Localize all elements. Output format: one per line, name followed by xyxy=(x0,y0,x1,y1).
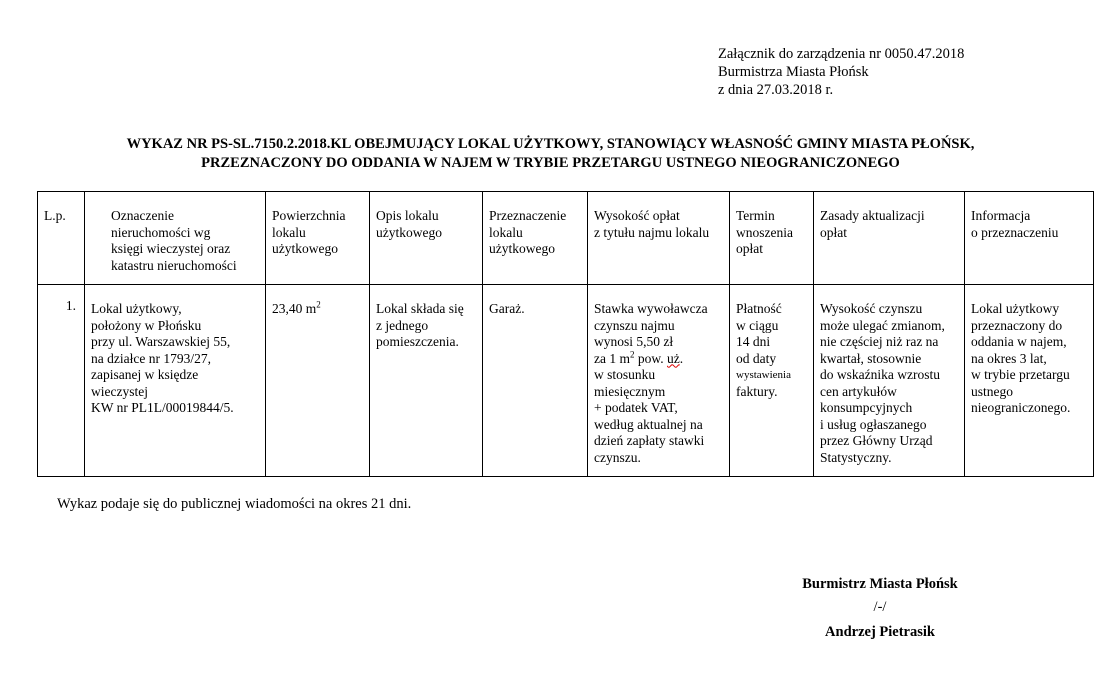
area-number: 23,40 m xyxy=(272,301,317,316)
text-line: KW nr PL1L/00019844/5. xyxy=(91,400,234,415)
text-line: użytkowego xyxy=(489,241,555,256)
text-line: opłat xyxy=(820,224,847,240)
term-line: Płatność xyxy=(736,301,782,316)
header-lp xyxy=(38,192,85,285)
fee-rate-abbr: uż xyxy=(667,350,680,366)
term-line: wystawienia xyxy=(736,369,791,381)
text-line: przy ul. Warszawskiej 55, xyxy=(91,334,231,349)
text-line: o przeznaczeniu xyxy=(971,224,1059,240)
text-line: zapisanej w księdze xyxy=(91,367,199,382)
header-text xyxy=(38,192,84,225)
property-table xyxy=(37,191,1094,477)
area-unit-exponent: 2 xyxy=(316,299,321,310)
text-line: przeznaczony do xyxy=(971,317,1063,333)
text-line: na okres 3 lat, xyxy=(971,350,1047,366)
text-line: cen artykułów xyxy=(820,383,897,399)
text-line: z jednego xyxy=(376,317,429,333)
document-title xyxy=(0,135,1101,173)
area-value xyxy=(266,285,369,318)
term-line: faktury. xyxy=(736,383,778,399)
table-row xyxy=(38,285,1094,477)
publication-note: Wykaz podaje się do publicznej wiadomości na okres 21 dni. xyxy=(57,496,412,512)
header-informacja xyxy=(965,192,1094,285)
text-line: w trybie przetargu xyxy=(971,367,1070,382)
text-line: oddania w najem, xyxy=(971,334,1067,349)
fee-line: dzień zapłaty stawki xyxy=(594,433,705,448)
signature-mark: /-/ xyxy=(873,599,887,615)
header-text xyxy=(814,192,964,241)
premises-purpose xyxy=(483,285,587,318)
fee-line: wynosi 5,50 zł xyxy=(594,334,674,349)
cell-zasady xyxy=(814,285,965,477)
header-text xyxy=(965,192,1093,241)
header-text xyxy=(588,192,729,241)
header-text xyxy=(85,192,265,274)
text-line: księgi wieczystej oraz xyxy=(111,241,231,256)
fee-line: w stosunku xyxy=(594,367,656,382)
header-text xyxy=(730,192,813,258)
annex-line: z dnia 27.03.2018 r. xyxy=(718,82,834,98)
text-line: Zasady aktualizacji xyxy=(820,208,925,223)
fee-unit-exponent: 2 xyxy=(630,349,635,359)
header-text xyxy=(370,192,482,241)
signature-block xyxy=(780,576,980,641)
text-line: Lokal składa się xyxy=(376,301,464,316)
header-powierzchnia xyxy=(266,192,370,285)
text-line: konsumpcyjnych xyxy=(820,400,913,415)
text-line: opłat xyxy=(736,241,763,256)
text-line: na działce nr 1793/27, xyxy=(91,350,211,366)
header-opis xyxy=(370,192,483,285)
header-termin xyxy=(730,192,814,285)
signatory-name: Andrzej Pietrasik xyxy=(825,624,935,640)
header-oznaczenie xyxy=(85,192,266,285)
text-line: użytkowego xyxy=(376,224,442,240)
payment-term xyxy=(730,285,813,400)
table-header-row xyxy=(38,192,1094,285)
text-line: do wskaźnika wzrostu xyxy=(820,367,940,382)
text-line: Opis lokalu xyxy=(376,208,439,223)
fee-line xyxy=(594,351,723,368)
text-line: nieruchomości wg xyxy=(111,224,211,240)
cell-lp xyxy=(38,285,85,477)
text-line: katastru nieruchomości xyxy=(111,257,237,273)
header-zasady xyxy=(814,192,965,285)
premises-description xyxy=(370,285,482,351)
rent-fees xyxy=(588,285,729,466)
fee-line: czynszu najmu xyxy=(594,317,675,333)
header-oplaty xyxy=(588,192,730,285)
text-line: wnoszenia xyxy=(736,224,793,240)
text-line: Powierzchnia xyxy=(272,208,346,223)
text-line: lokalu xyxy=(272,224,306,240)
update-rules xyxy=(814,285,964,466)
text-line: użytkowego xyxy=(272,241,338,256)
title-line: WYKAZ NR PS-SL.7150.2.2018.KL OBEJMUJĄCY LOKAL UŻYTKOWY, STANOWIĄCY WŁASNOŚĆ GMINY MIASTA PŁOŃSK, xyxy=(126,136,975,152)
fee-rate-unit: za 1 m xyxy=(594,350,630,366)
text-line: nie częściej niż raz na xyxy=(820,334,939,349)
text-line: Wysokość opłat xyxy=(594,208,680,223)
text-line: położony w Płońsku xyxy=(91,317,202,333)
annex-reference xyxy=(718,45,964,99)
text-line: lokalu xyxy=(489,224,523,240)
text-line: L.p. xyxy=(44,208,66,223)
header-text xyxy=(483,192,587,258)
fee-line: Stawka wywoławcza xyxy=(594,301,708,316)
text-line: Garaż. xyxy=(489,301,525,316)
fee-line: czynszu. xyxy=(594,449,641,465)
fee-line: miesięcznym xyxy=(594,383,666,399)
cell-termin xyxy=(730,285,814,477)
text-line: Lokal użytkowy, xyxy=(91,301,182,316)
purpose-information xyxy=(965,285,1093,417)
term-line: 14 dni xyxy=(736,334,771,349)
term-line: w ciągu xyxy=(736,317,779,333)
cell-powierzchnia xyxy=(266,285,370,477)
cell-informacja xyxy=(965,285,1094,477)
cell-oplaty xyxy=(588,285,730,477)
annex-line: Burmistrza Miasta Płońsk xyxy=(718,64,869,80)
property-designation xyxy=(85,285,265,417)
text-line: Oznaczenie xyxy=(111,208,174,223)
fee-line: + podatek VAT, xyxy=(594,400,678,415)
fee-rate-mid: pow. xyxy=(634,350,667,366)
fee-line: według aktualnej na xyxy=(594,416,703,432)
fee-rate-end: . xyxy=(679,350,684,366)
row-number: 1. xyxy=(65,298,76,313)
text-line: Lokal użytkowy xyxy=(971,301,1060,316)
text-line: kwartał, stosownie xyxy=(820,350,922,366)
header-text xyxy=(266,192,369,258)
text-line: nieograniczonego. xyxy=(971,400,1071,415)
cell-oznaczenie xyxy=(85,285,266,477)
text-line: Informacja xyxy=(971,208,1031,223)
text-line: Wysokość czynszu xyxy=(820,301,923,316)
text-line: Przeznaczenie xyxy=(489,208,567,223)
text-line: z tytułu najmu lokalu xyxy=(594,224,710,240)
text-line: może ulegać zmianom, xyxy=(820,317,945,333)
text-line: pomieszczenia. xyxy=(376,334,459,349)
text-line: Statystyczny. xyxy=(820,449,892,465)
signatory-title: Burmistrz Miasta Płońsk xyxy=(802,576,958,592)
text-line: przez Główny Urząd xyxy=(820,433,933,448)
text-line: Termin xyxy=(736,208,775,223)
cell-opis xyxy=(370,285,483,477)
text-line: ustnego xyxy=(971,383,1013,399)
text-line: wieczystej xyxy=(91,383,148,399)
title-line: PRZEZNACZONY DO ODDANIA W NAJEM W TRYBIE PRZETARGU USTNEGO NIEOGRANICZONEGO xyxy=(201,155,900,171)
annex-line: Załącznik do zarządzenia nr 0050.47.2018 xyxy=(718,46,965,62)
text-line: i usług ogłaszanego xyxy=(820,416,927,432)
cell-przeznaczenie xyxy=(483,285,588,477)
header-przeznaczenie xyxy=(483,192,588,285)
term-line: od daty xyxy=(736,350,777,366)
